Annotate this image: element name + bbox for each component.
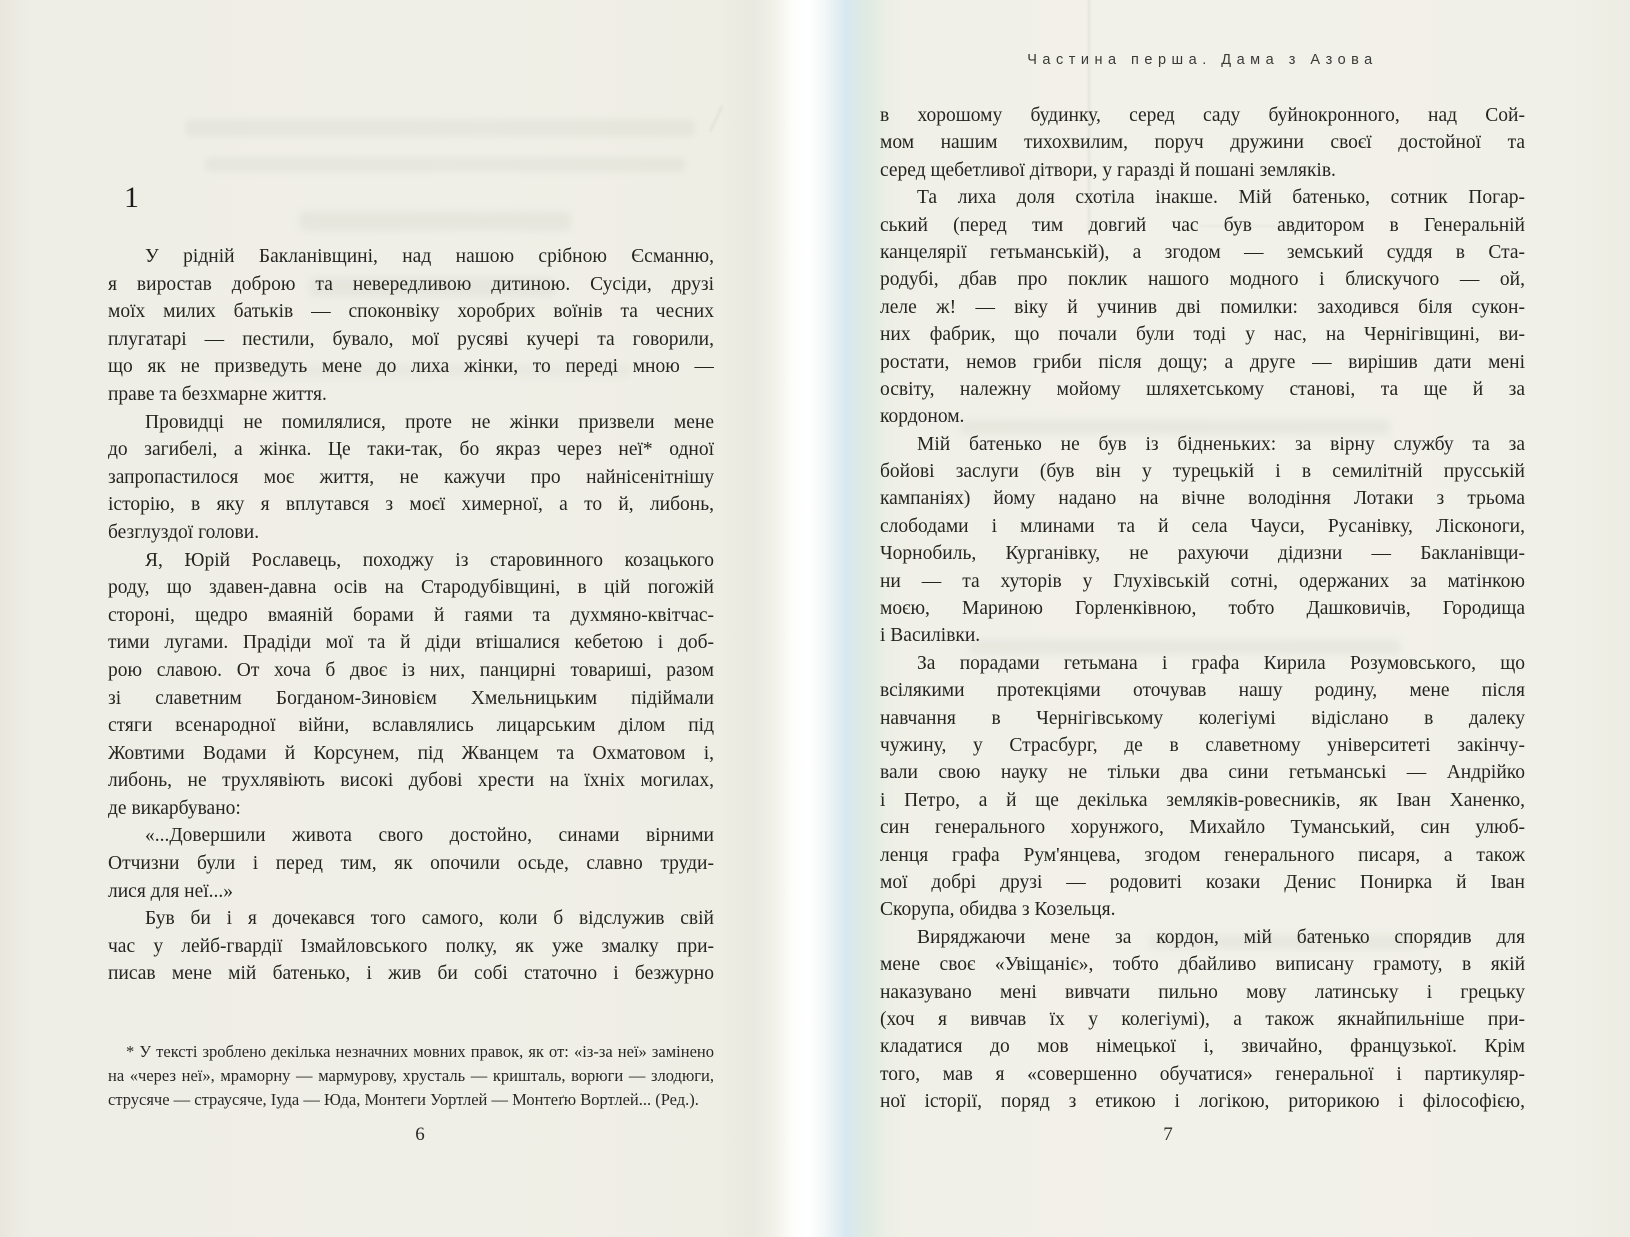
text-line: того, мав я «совершенно обучатися» генеральної і партикуляр- bbox=[880, 1063, 1525, 1085]
text-line: * У тексті зроблено декілька незначних мовних правок, як от: «із-за неї» замінено bbox=[126, 1042, 714, 1061]
text-line: і Петро, а й ще декілька земляків-ровесників, як Іван Ханенко, bbox=[880, 789, 1525, 811]
text-line: них фабрик, що почали були тоді у нас, на Чернігівщині, ви- bbox=[880, 324, 1525, 346]
right-page-body-text bbox=[880, 102, 1525, 1115]
text-line: Мій батенько не був із бідненьких: за вірну службу та за bbox=[917, 433, 1525, 455]
text-line: Скорупа, обидва з Козельця. bbox=[880, 899, 1116, 921]
text-line: леле ж! — віку й учинив дві помилки: заходився біля сукон- bbox=[880, 296, 1525, 318]
text-line: Був би і я дочекався того самого, коли б відслужив свій bbox=[145, 908, 714, 930]
text-line: всілякими протекціями оточував нашу родину, мене після bbox=[880, 680, 1525, 702]
chapter-number: 1 bbox=[124, 181, 139, 214]
text-line: мене своє «Увіщаніє», тобто дбайливо виписану грамоту, в якій bbox=[880, 954, 1525, 976]
text-line: рою славою. От хоча б двоє із них, панцирні товариші, разом bbox=[108, 659, 714, 681]
text-line: роду, що здавен-давна осів на Стародубівщині, в цій погожій bbox=[108, 577, 714, 599]
text-line: стяги всенародної війни, вславлялись лицарським ділом під bbox=[108, 715, 714, 737]
text-line: серед щебетливої дітвори, у гаразді й пошані земляків. bbox=[880, 159, 1336, 181]
text-line: син генерального хорунжого, Михайло Туманський, син улюб- bbox=[880, 817, 1525, 839]
text-line: де викарбувано: bbox=[108, 797, 241, 819]
text-line: ної історії, поряд з етикою і логікою, риторикою і філософією, bbox=[880, 1091, 1525, 1113]
text-line: плугатарі — пестили, бувало, мої русяві кучері та говорили, bbox=[108, 328, 714, 350]
text-line: слободами і млинами та й села Чауси, Русанівку, Лісконоги, bbox=[880, 515, 1525, 537]
text-line: ленця графа Рум'янцева, згодом генерального писаря, а також bbox=[880, 844, 1525, 866]
text-line: історію, в яку я вплутався з моєї химерної, а то й, либонь, bbox=[108, 494, 714, 516]
text-line: в хорошому будинку, серед саду буйнокронного, над Сой- bbox=[880, 105, 1525, 126]
text-line: що як не призведуть мене до лиха жінки, то переді мною — bbox=[108, 356, 714, 378]
text-line: зі славетним Богданом-Зиновієм Хмельницьким підіймали bbox=[108, 687, 714, 709]
text-line: ростати, немов гриби після дощу; а друге — вирішив дати мені bbox=[880, 351, 1525, 373]
text-line: канцелярії гетьманській), а згодом — земський суддя в Ста- bbox=[880, 241, 1525, 263]
text-line: моїх милих батьків — споконвіку хоробрих воїнів та чесних bbox=[108, 301, 714, 323]
text-line: безглуздої голови. bbox=[108, 521, 260, 543]
text-line: навчання в Чернігівському колегіумі відіслано в далеку bbox=[880, 707, 1525, 729]
text-line: У рідній Бакланівщині, над нашою срібною Єсманню, bbox=[145, 246, 714, 267]
text-line: Отчизни були і перед тим, як опочили осьде, славно труди- bbox=[108, 853, 714, 875]
text-line: запропастилося моє життя, не кажучи про найнісенітнішу bbox=[108, 466, 714, 488]
left-page-body-text bbox=[108, 243, 714, 988]
show-through-smudge bbox=[205, 158, 685, 171]
text-line: ни — та хуторів у Глухівській сотні, одержаних за матінкою bbox=[880, 570, 1525, 592]
text-line: родубі, дбав про поклик нашого модного і блискучого — ой, bbox=[880, 269, 1525, 291]
show-through-smudge bbox=[300, 212, 570, 230]
text-line: Та лиха доля схотіла інакше. Мій батенько, сотник Погар- bbox=[917, 187, 1525, 209]
running-header: Частина перша. Дама з Азова bbox=[1027, 52, 1378, 68]
text-line: кладатися до мов німецької і, звичайно, французької. Крім bbox=[880, 1036, 1525, 1058]
text-line: я виростав доброю та невередливою дитиною. Сусіди, друзі bbox=[108, 273, 714, 295]
show-through-smudge bbox=[185, 120, 695, 136]
page-number-right: 7 bbox=[1163, 1124, 1173, 1145]
text-line: (хоч я вивчав їх у колегіумі), а також якнайпильніше при- bbox=[880, 1008, 1525, 1030]
text-line: праве та безхмарне життя. bbox=[108, 383, 327, 405]
text-line: час у лейб-гвардії Ізмайловського полку, як уже змалку при- bbox=[108, 935, 714, 957]
text-line: мом нашим тихохвилим, поруч дружини своєї достойної та bbox=[880, 132, 1525, 154]
text-line: Жовтими Водами й Корсунем, під Жванцем та Охматовом і, bbox=[108, 742, 714, 764]
text-line: лися для неї...» bbox=[108, 880, 234, 902]
text-line: Провидці не помилялися, проте не жінки призвели мене bbox=[145, 411, 714, 433]
text-line: на «через неї», мраморну — мармурову, хрусталь — кришталь, ворюги — злодюги, bbox=[108, 1065, 714, 1085]
text-line: наказувано мені вивчати пильно мову латинську і грецьку bbox=[880, 981, 1525, 1003]
text-line: мої добрі друзі — родовиті козаки Денис Понирка й Іван bbox=[880, 871, 1525, 893]
text-line: стороні, щедро вмаяній борами й гаями та духмяно-квітчас- bbox=[108, 604, 714, 626]
footnote bbox=[108, 1040, 714, 1111]
text-line: Я, Юрій Рославець, походжу із старовинного козацького bbox=[145, 549, 714, 571]
text-line: писав мене мій батенько, і жив би собі статочно і безжурно bbox=[108, 963, 714, 985]
text-line: чужину, у Страсбург, де в славетному університеті закінчу- bbox=[880, 734, 1525, 756]
text-line: «...Довершили живота свого достойно, синами вірними bbox=[145, 825, 714, 847]
text-line: Чорнобиль, Курганівку, не рахуючи дідизни — Бакланівщи- bbox=[880, 543, 1525, 565]
text-line: освіту, належну мойому шляхетському станові, та ще й за bbox=[880, 378, 1525, 400]
page-number-left: 6 bbox=[415, 1124, 425, 1145]
text-line: За порадами гетьмана і графа Кирила Розумовського, що bbox=[917, 652, 1525, 674]
scanner-crease bbox=[709, 106, 723, 132]
text-line: кампаніях) йому надано на вічне володіння Лотаки з трьома bbox=[880, 488, 1525, 510]
text-line: Виряджаючи мене за кордон, мій батенько спорядив для bbox=[917, 926, 1525, 948]
text-line: вали свою науку не тільки два сини гетьманські — Андрійко bbox=[880, 762, 1525, 784]
text-line: струсяче — страусяче, Іуда — Юда, Монтеги Уортлей — Монтеґю Вортлей... (Ред.). bbox=[108, 1089, 699, 1109]
text-line: тими лугами. Прадіди мої та й діди втішалися кебетою і доб- bbox=[108, 632, 714, 654]
text-line: бойові заслуги (був він у турецькій і в семилітній прусській bbox=[880, 461, 1525, 483]
text-line: либонь, не трухлявіють високі дубові хрести на їхніх могилах, bbox=[108, 770, 714, 792]
text-line: до загибелі, а жінка. Це таки-так, бо якраз через неї* одної bbox=[108, 439, 714, 461]
text-line: кордоном. bbox=[880, 406, 965, 428]
text-line: і Василівки. bbox=[880, 625, 981, 647]
text-line: моєю, Мариною Горленківною, тобто Дашковичів, Городища bbox=[880, 598, 1525, 620]
text-line: ський (перед тим довгий час був авдитором в Генеральній bbox=[880, 214, 1525, 236]
